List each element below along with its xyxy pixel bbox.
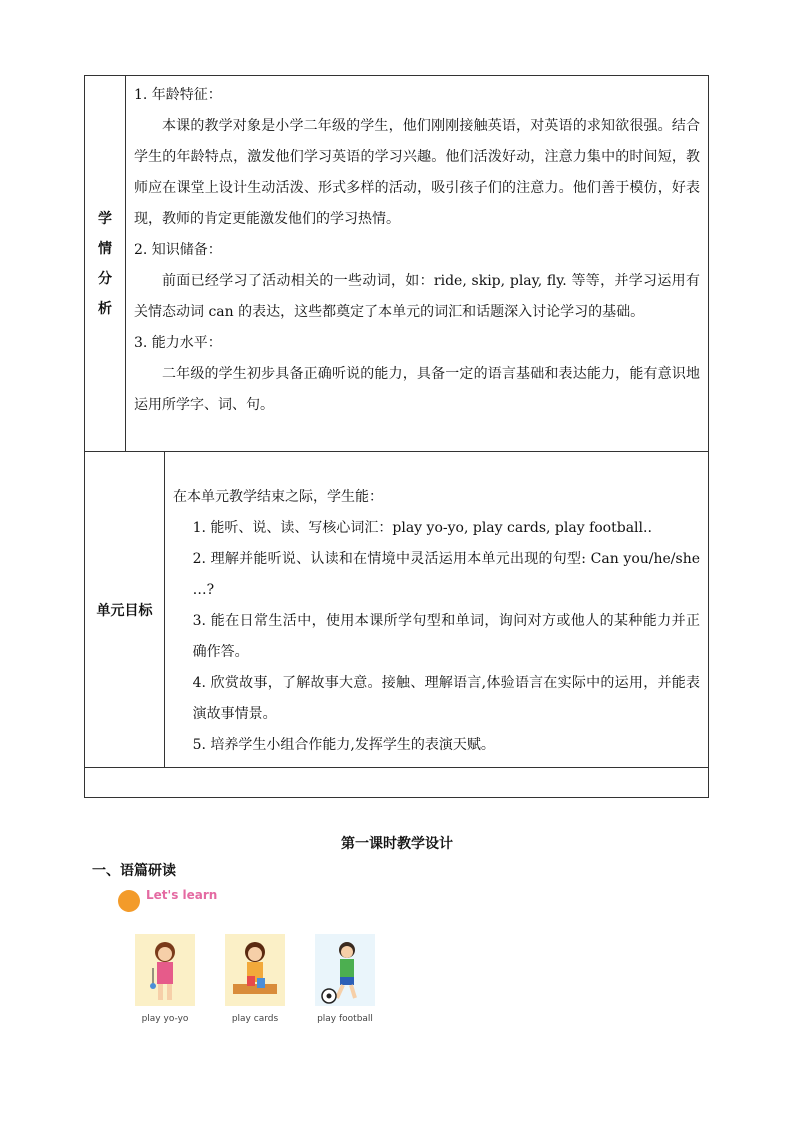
label-char: 学: [98, 210, 112, 227]
ability-paragraph: 二年级的学生初步具备正确听说的能力，具备一定的语言基础和表达能力，能有意识地运用所学字、词、句。: [134, 366, 700, 413]
caption-cards: play cards: [231, 1014, 279, 1024]
knowledge-heading: 2. 知识储备：: [134, 242, 222, 258]
analysis-content: [126, 76, 708, 451]
goals-content: [165, 452, 708, 767]
goals-label: 单元目标: [85, 452, 165, 767]
caption-yoyo: play yo-yo: [141, 1014, 189, 1024]
yo-yo-picture: [135, 934, 195, 1006]
caption-football: play football: [317, 1014, 373, 1024]
label-char: 情: [98, 240, 112, 257]
ability-heading: 3. 能力水平：: [134, 335, 222, 351]
analysis-label: [85, 76, 126, 451]
goals-intro: 在本单元教学结束之际，学生能：: [173, 489, 383, 505]
goal-item: 1. 能听、说、读、写核心词汇：play yo-yo, play cards, play football..: [192, 520, 652, 536]
goals-row: [85, 452, 708, 768]
analysis-row: [85, 76, 708, 452]
goal-item: 3. 能在日常生活中，使用本课所学句型和单词，询问对方或他人的某种能力并正确作答。: [192, 613, 700, 660]
age-heading: 1. 年龄特征：: [134, 87, 222, 103]
label-char: 分: [98, 270, 112, 287]
age-paragraph: 本课的教学对象是小学二年级的学生，他们刚刚接触英语，对英语的求知欲很强。结合学生的年龄特点，激发他们学习英语的学习兴趣。他们活泼好动，注意力集中的时间短，教师应在课堂上设计生动活泼、形式多样的活动，吸引孩子们的注意力。他们善于模仿，好表现，教师的肯定更能激发他们的学习热情。: [134, 118, 700, 227]
goal-item: 5. 培养学生小组合作能力,发挥学生的表演天赋。: [192, 737, 495, 753]
lesson-plan-table: [84, 75, 709, 798]
empty-row: [85, 768, 708, 797]
goal-item: 4. 欣赏故事，了解故事大意。接触、理解语言,体验语言在实际中的运用，并能表演故事情景。: [192, 675, 700, 722]
football-picture: [315, 934, 375, 1006]
mascot-icon: [118, 890, 140, 912]
label-char: 析: [98, 300, 112, 317]
girl-cards-icon: [225, 934, 285, 1006]
section-title: 一、语篇研读: [92, 863, 176, 879]
knowledge-paragraph: 前面已经学习了活动相关的一些动词，如：ride, skip, play, fly. 等等，并学习运用有关情态动词 can 的表达，这些都奠定了本单元的词汇和话题深入讨论学习的基础。: [134, 273, 700, 320]
cards-picture: [225, 934, 285, 1006]
lets-learn-banner: Let's learn: [146, 888, 218, 902]
lets-learn-illustration: [118, 886, 422, 1036]
lesson-title: 第一课时教学设计: [341, 836, 453, 852]
boy-football-icon: [315, 934, 375, 1006]
goal-item: 2. 理解并能听说、认读和在情境中灵活运用本单元出现的句型: Can you/he/she …?: [192, 551, 700, 598]
girl-yoyo-icon: [135, 934, 195, 1006]
